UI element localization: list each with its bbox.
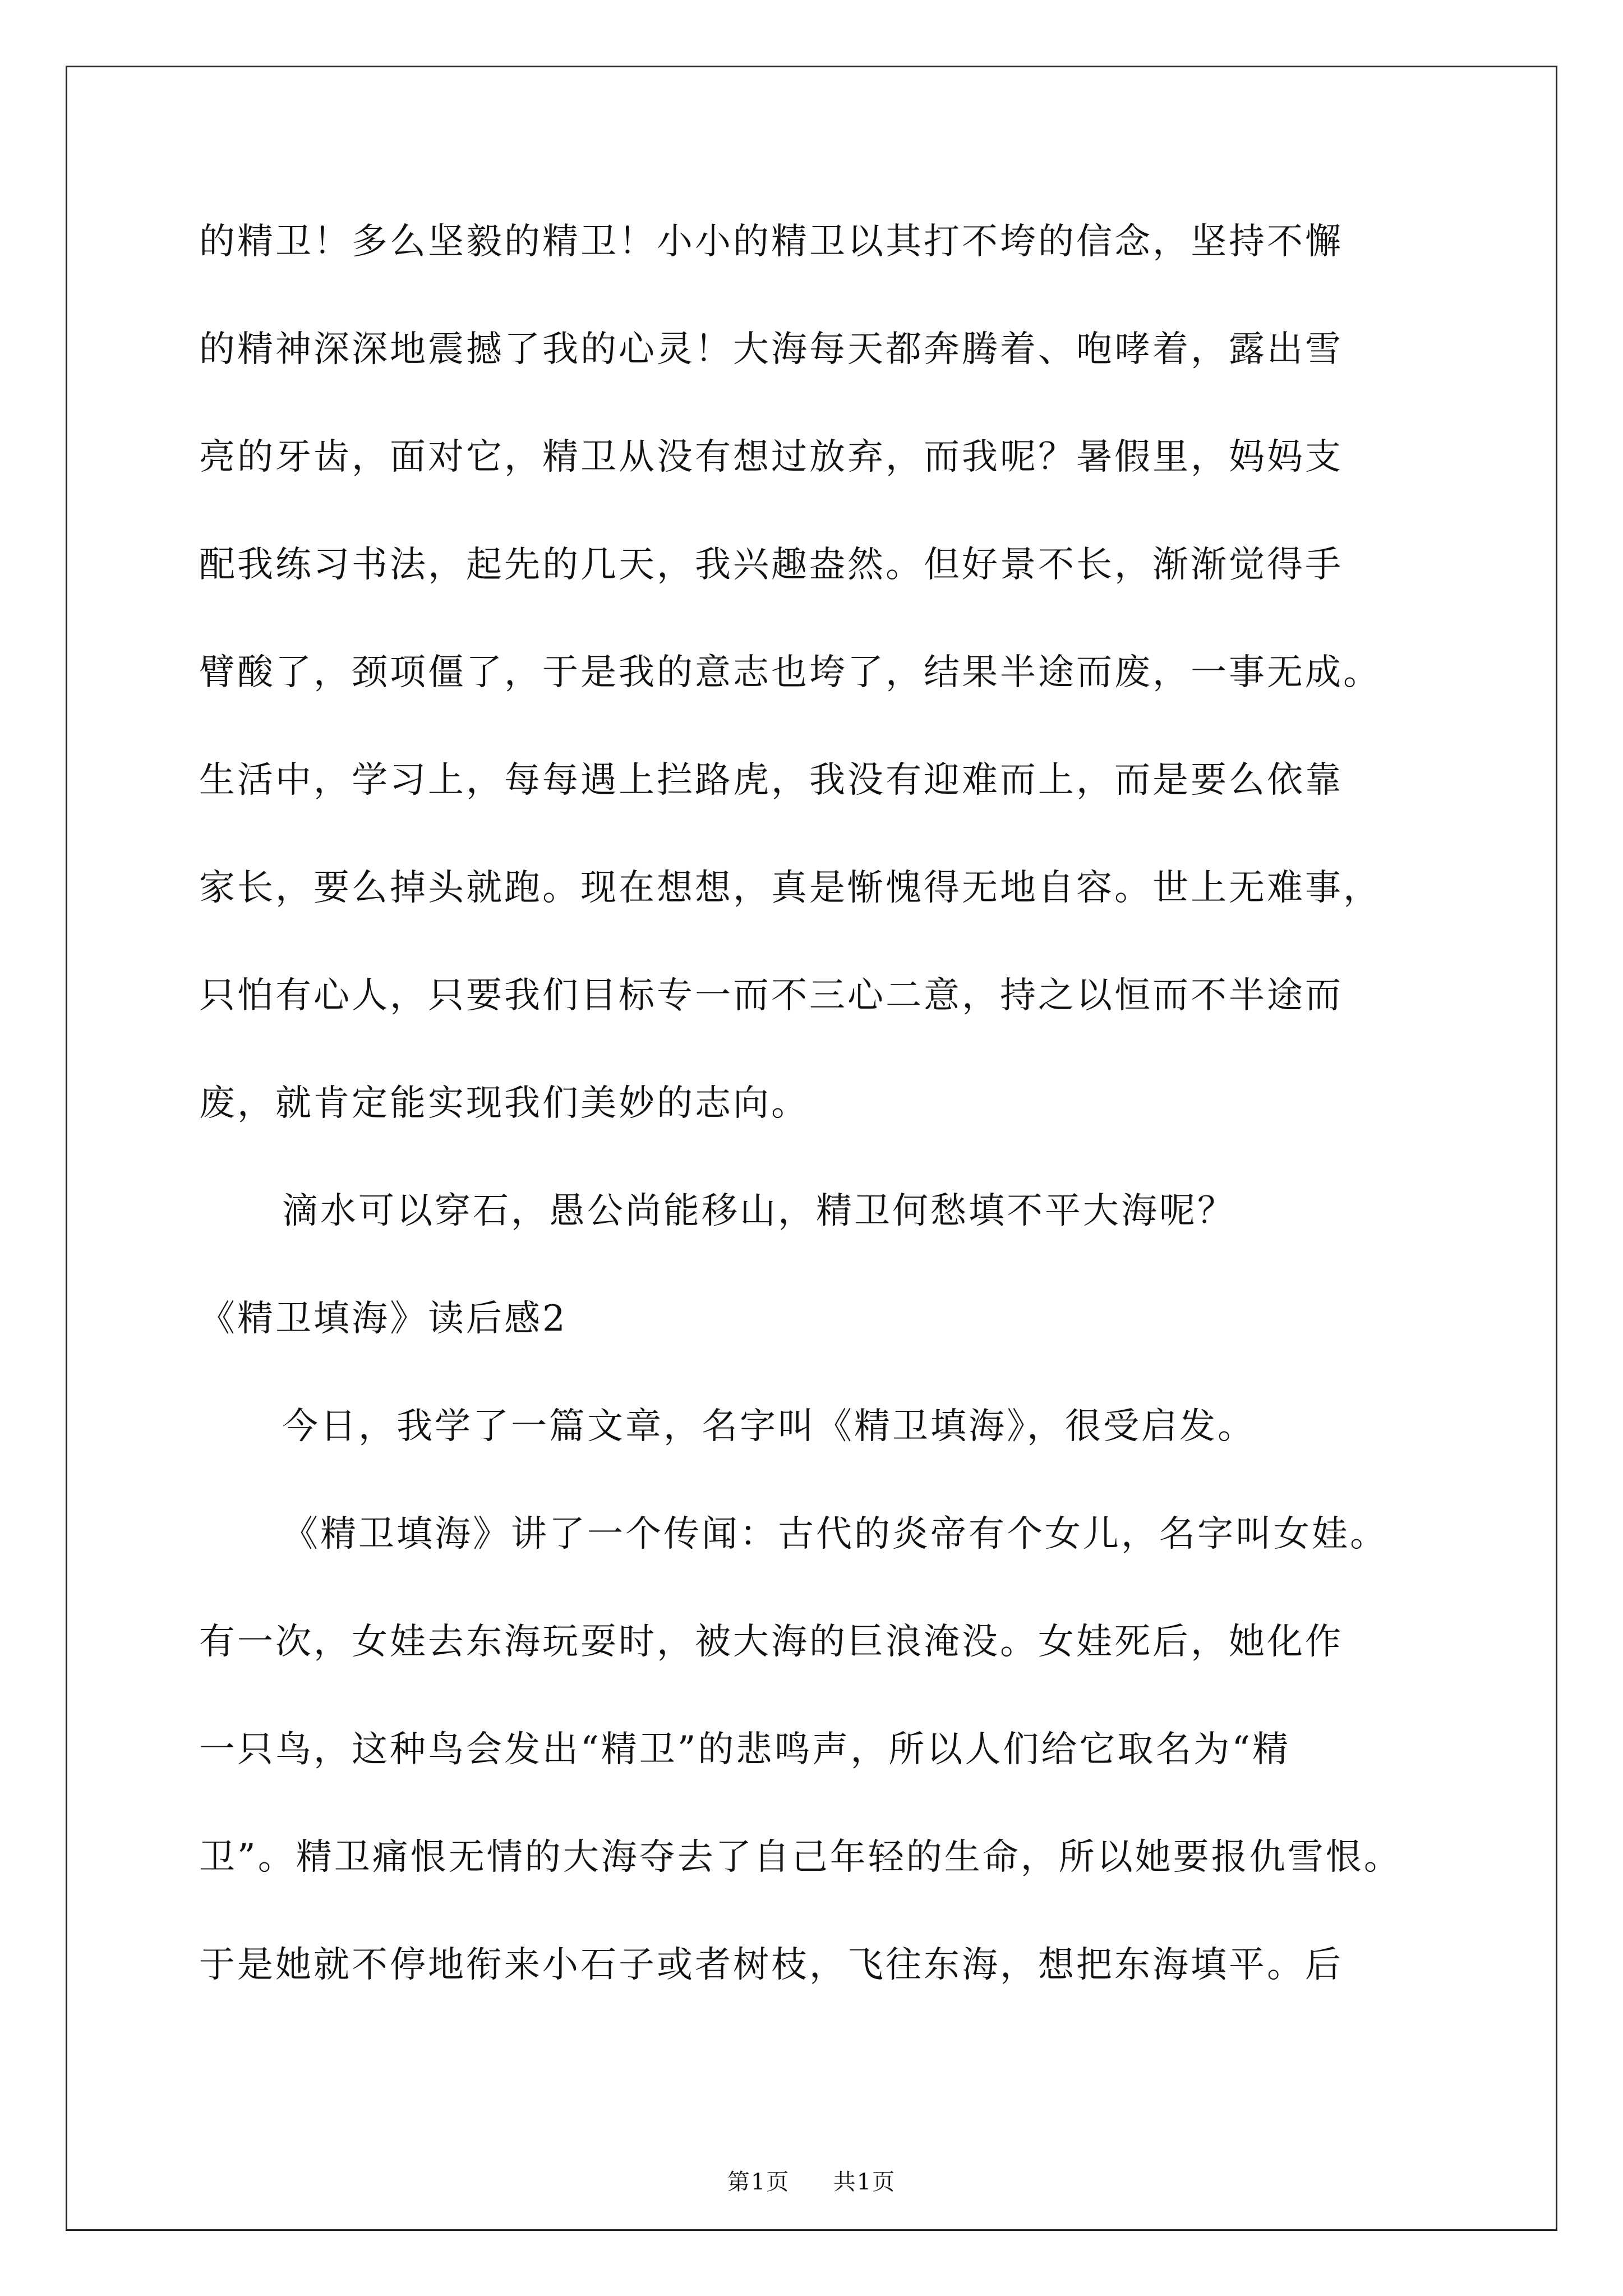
paragraph-line: 废，就肯定能实现我们美妙的志向。 — [199, 1083, 809, 1124]
paragraph-line: 有一次，女娃去东海玩耍时，被大海的巨浪淹没。女娃死后，她化作 — [199, 1621, 1343, 1663]
paragraph-line: 只怕有心人，只要我们目标专一而不三心二意，持之以恒而不半途而 — [199, 975, 1343, 1016]
section-heading: 《精卫填海》读后感2 — [199, 1298, 568, 1340]
paragraph-line: 亮的牙齿，面对它，精卫从没有想过放弃，而我呢？暑假里，妈妈支 — [199, 436, 1343, 478]
paragraph-line: 一只鸟，这种鸟会发出“精卫”的悲鸣声，所以人们给它取名为“精 — [199, 1729, 1291, 1770]
paragraph-line: 《精卫填海》讲了一个传闻：古代的炎帝有个女儿，名字叫女娃。 — [282, 1513, 1388, 1555]
paragraph-line: 的精神深深地震撼了我的心灵！大海每天都奔腾着、咆哮着，露出雪 — [199, 329, 1343, 370]
paragraph-line: 今日，我学了一篇文章，名字叫《精卫填海》，很受启发。 — [282, 1406, 1256, 1447]
paragraph-line: 配我练习书法，起先的几天，我兴趣盎然。但好景不长，渐渐觉得手 — [199, 544, 1343, 586]
page-footer — [0, 2165, 1623, 2199]
document-body — [199, 215, 1433, 2046]
paragraph-line: 生活中，学习上，每每遇上拦路虎，我没有迎难而上，而是要么依靠 — [199, 760, 1343, 801]
paragraph-line: 臂酸了，颈项僵了，于是我的意志也垮了，结果半途而废，一事无成。 — [199, 652, 1381, 693]
page-number: 第1页 — [727, 2169, 790, 2195]
paragraph-line: 的精卫！多么坚毅的精卫！小小的精卫以其打不垮的信念，坚持不懈 — [199, 221, 1343, 263]
paragraph-line: 于是她就不停地衔来小石子或者树枝，飞往东海，想把东海填平。后 — [199, 1944, 1343, 1986]
paragraph-line: 滴水可以穿石，愚公尚能移山，精卫何愁填不平大海呢？ — [282, 1190, 1235, 1232]
paragraph-line: 家长，要么掉头就跑。现在想想，真是惭愧得无地自容。世上无难事， — [199, 867, 1381, 909]
page-total: 共1页 — [833, 2169, 896, 2195]
paragraph-line: 卫”。精卫痛恨无情的大海夺去了自己年轻的生命，所以她要报仇雪恨。 — [199, 1837, 1402, 1878]
